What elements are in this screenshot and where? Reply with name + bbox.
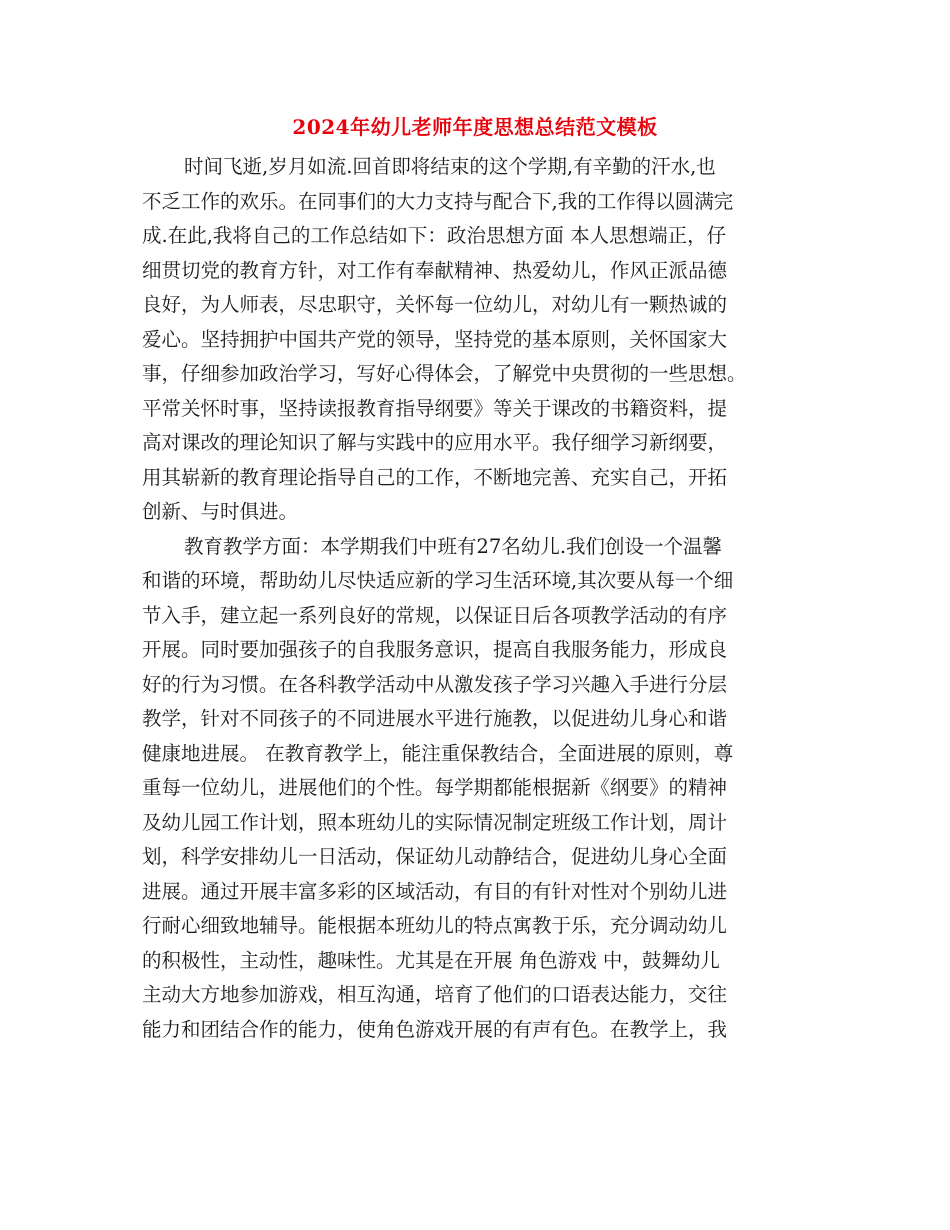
- text-line: 事，仔细参加政治学习，写好心得体会，了解党中央贯彻的一些思想。: [142, 362, 747, 385]
- paragraph-teaching: [142, 530, 806, 1048]
- text-line: 健康地进展。 在教育教学上，能注重保教结合，全面进展的原则，尊: [142, 741, 734, 765]
- text-line: 和谐的环境，帮助幼儿尽快适应新的学习生活环境,其次要从每一个细: [142, 569, 734, 592]
- text-line: 进展。通过开展丰富多彩的区域活动，有目的有针对性对个别幼儿进: [142, 879, 728, 903]
- text-line: 主动大方地参加游戏，相互沟通，培育了他们的口语表达能力，交往: [142, 983, 728, 1006]
- text-line: 开展。同时要加强孩子的自我服务意识，提高自我服务能力，形成良: [142, 638, 728, 661]
- text-line: 能力和团结合作的能力，使角色游戏开展的有声有色。在教学上，我: [142, 1017, 728, 1041]
- text-line: 重每一位幼儿，进展他们的个性。每学期都能根据新《纲要》的精神: [142, 776, 728, 799]
- text-line: 节入手，建立起一系列良好的常规，以保证日后各项教学活动的有序: [142, 603, 728, 627]
- text-line: 教学，针对不同孩子的不同进展水平进行施教，以促进幼儿身心和谐: [142, 707, 728, 730]
- text-line: 教育教学方面：本学期我们中班有27名幼儿.我们创设一个温馨: [184, 534, 723, 558]
- text-line: 平常关怀时事，坚持读报教育指导纲要》等关于课改的书籍资料，提: [142, 396, 728, 420]
- text-line: 爱心。坚持拥护中国共产党的领导，坚持党的基本原则，关怀国家大: [142, 327, 728, 351]
- text-line: 高对课改的理论知识了解与实践中的应用水平。我仔细学习新纲要，: [142, 431, 728, 454]
- paragraph-political-thought: [142, 150, 806, 530]
- text-line: 时间飞逝,岁月如流.回首即将结束的这个学期,有辛勤的汗水,也: [184, 155, 716, 178]
- text-line: 创新、与时俱进。: [142, 500, 299, 523]
- text-line: 成.在此,我将自己的工作总结如下：政治思想方面 本人思想端正，仔: [142, 224, 727, 247]
- text-line: 的积极性，主动性，趣味性。尤其是在开展 角色游戏 中，鼓舞幼儿: [142, 948, 720, 972]
- text-line: 不乏工作的欢乐。在同事们的大力支持与配合下,我的工作得以圆满完: [142, 189, 734, 213]
- text-line: 行耐心细致地辅导。能根据本班幼儿的特点寓教于乐，充分调动幼儿: [142, 914, 728, 937]
- document-title: 2024年幼儿老师年度思想总结范文模板: [292, 115, 658, 139]
- text-line: 细贯切党的教育方针，对工作有奉献精神、热爱幼儿，作风正派品德: [142, 258, 728, 282]
- text-line: 及幼儿园工作计划，照本班幼儿的实际情况制定班级工作计划，周计: [142, 810, 728, 834]
- text-line: 用其崭新的教育理论指导自己的工作，不断地完善、充实自己，开拓: [142, 465, 728, 489]
- text-line: 好的行为习惯。在各科教学活动中从激发孩子学习兴趣入手进行分层: [142, 672, 728, 696]
- text-line: 划，科学安排幼儿一日活动，保证幼儿动静结合，促进幼儿身心全面: [142, 845, 728, 868]
- document-body: [142, 150, 806, 1047]
- text-line: 良好，为人师表，尽忠职守，关怀每一位幼儿，对幼儿有一颗热诚的: [142, 293, 728, 316]
